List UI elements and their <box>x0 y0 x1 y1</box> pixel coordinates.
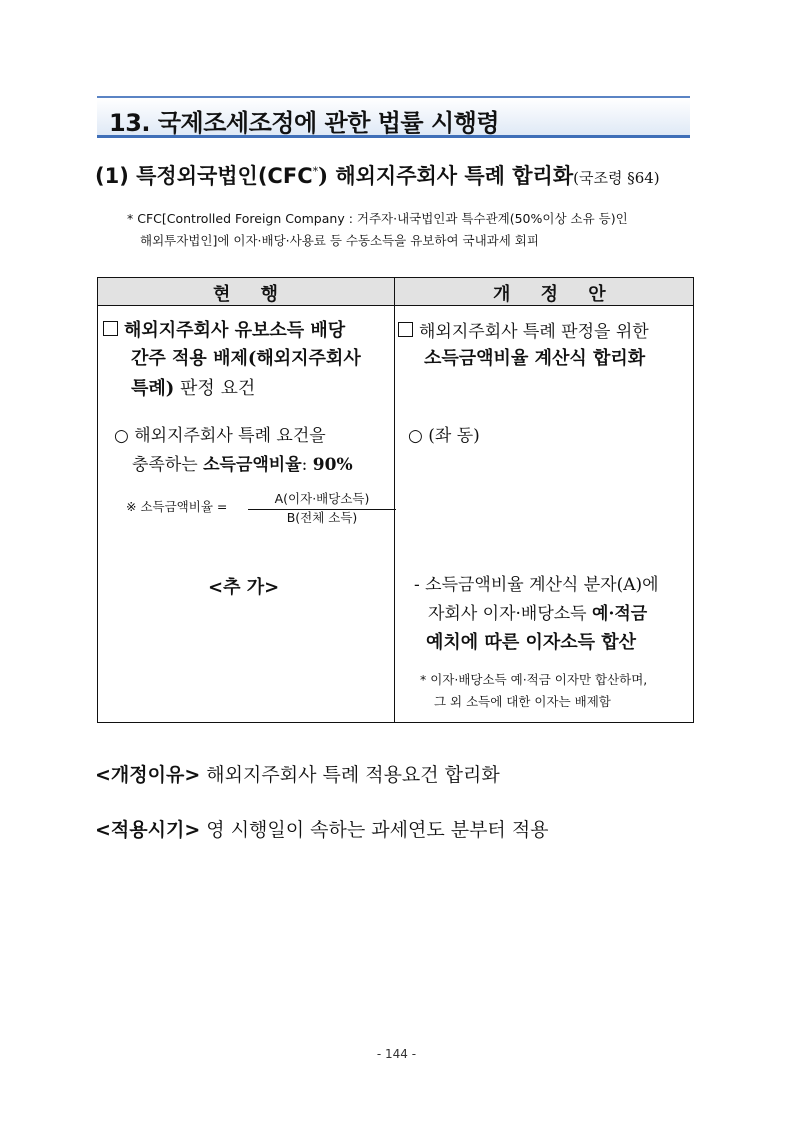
subtitle-main-tail: ) 해외지주회사 특례 합리화 <box>318 163 574 188</box>
formula-numerator: A(이자·배당소득) <box>248 489 396 510</box>
footnote-line2: 해외투자법인]에 이자·배당·사용료 등 수동소득을 유보하여 국내과세 회피 <box>140 233 539 248</box>
left-item1-line1 <box>103 316 345 342</box>
footnote-line1: * CFC[Controlled Foreign Company : 거주자·내국법인과 특수관계(50%이상 소유 등)인 <box>127 211 628 226</box>
right-item1-line1 <box>398 317 649 342</box>
left-item1-text: 해외지주회사 유보소득 배당 <box>124 320 346 341</box>
right-add-line1: - 소득금액비율 계산식 분자(A)에 <box>414 575 659 595</box>
comparison-table <box>97 277 694 723</box>
subtitle-main: (1) 특정외국법인(CFC <box>95 164 313 188</box>
left-item1-line2: 간주 적용 배제(해외지주회사 <box>131 348 361 369</box>
checkbox-square-icon <box>398 322 413 337</box>
application-timing <box>95 815 549 842</box>
subtitle-ref: (국조령 §64) <box>573 169 660 187</box>
section-banner <box>97 96 690 138</box>
left-added-placeholder: <추 가> <box>208 577 280 598</box>
left-sub1-bold: 소득금액비율 <box>203 455 302 475</box>
formula-label: ※ 소득금액비율 = <box>126 499 228 514</box>
left-sub1-line2 <box>132 450 353 475</box>
right-add-line2-pre: 자회사 이자·배당소득 <box>428 604 593 624</box>
formula-denominator: B(전체 소득) <box>286 510 358 525</box>
application-timing-label: <적용시기> <box>95 819 201 841</box>
revision-reason-label: <개정이유> <box>95 764 201 786</box>
checkbox-square-icon <box>103 321 118 336</box>
right-add-line2-bold: 예·적금 <box>592 604 648 624</box>
right-item1-text: 해외지주회사 특례 판정을 위한 <box>419 322 649 342</box>
header-proposed: 개 정 안 <box>493 284 618 305</box>
right-note-line1: * 이자·배당소득 예·적금 이자만 합산하며, <box>420 672 648 687</box>
page-number: - 144 - <box>376 1047 417 1061</box>
left-sub1-sep: : <box>301 455 313 475</box>
revision-reason-text: 해외지주회사 특례 적용요건 합리화 <box>200 764 500 786</box>
revision-reason <box>95 760 500 787</box>
right-note-line2: 그 외 소득에 대한 이자는 배제함 <box>434 694 611 709</box>
application-timing-text: 영 시행일이 속하는 과세연도 분부터 적용 <box>200 819 549 841</box>
left-sub1-value: 90% <box>312 455 353 475</box>
left-item1-line3 <box>131 374 255 400</box>
right-add-line3: 예치에 따른 이자소득 합산 <box>426 632 637 653</box>
right-item1-line2: 소득금액비율 계산식 합리화 <box>424 348 646 369</box>
section-title: 13. 국제조세조정에 관한 법률 시행령 <box>109 109 500 137</box>
left-sub1-line1: ○ 해외지주회사 특례 요건을 <box>114 426 326 446</box>
right-sub1: ○ (좌 동) <box>408 426 480 446</box>
left-item1-line3-bold: 특례) <box>131 378 175 399</box>
left-item1-line3-rest: 판정 요건 <box>174 378 256 399</box>
left-sub1-pre: 충족하는 <box>132 455 204 475</box>
right-add-line2 <box>428 599 647 624</box>
header-current: 현 행 <box>213 284 291 305</box>
subtitle-star: * <box>312 165 319 178</box>
subtitle <box>95 160 660 190</box>
